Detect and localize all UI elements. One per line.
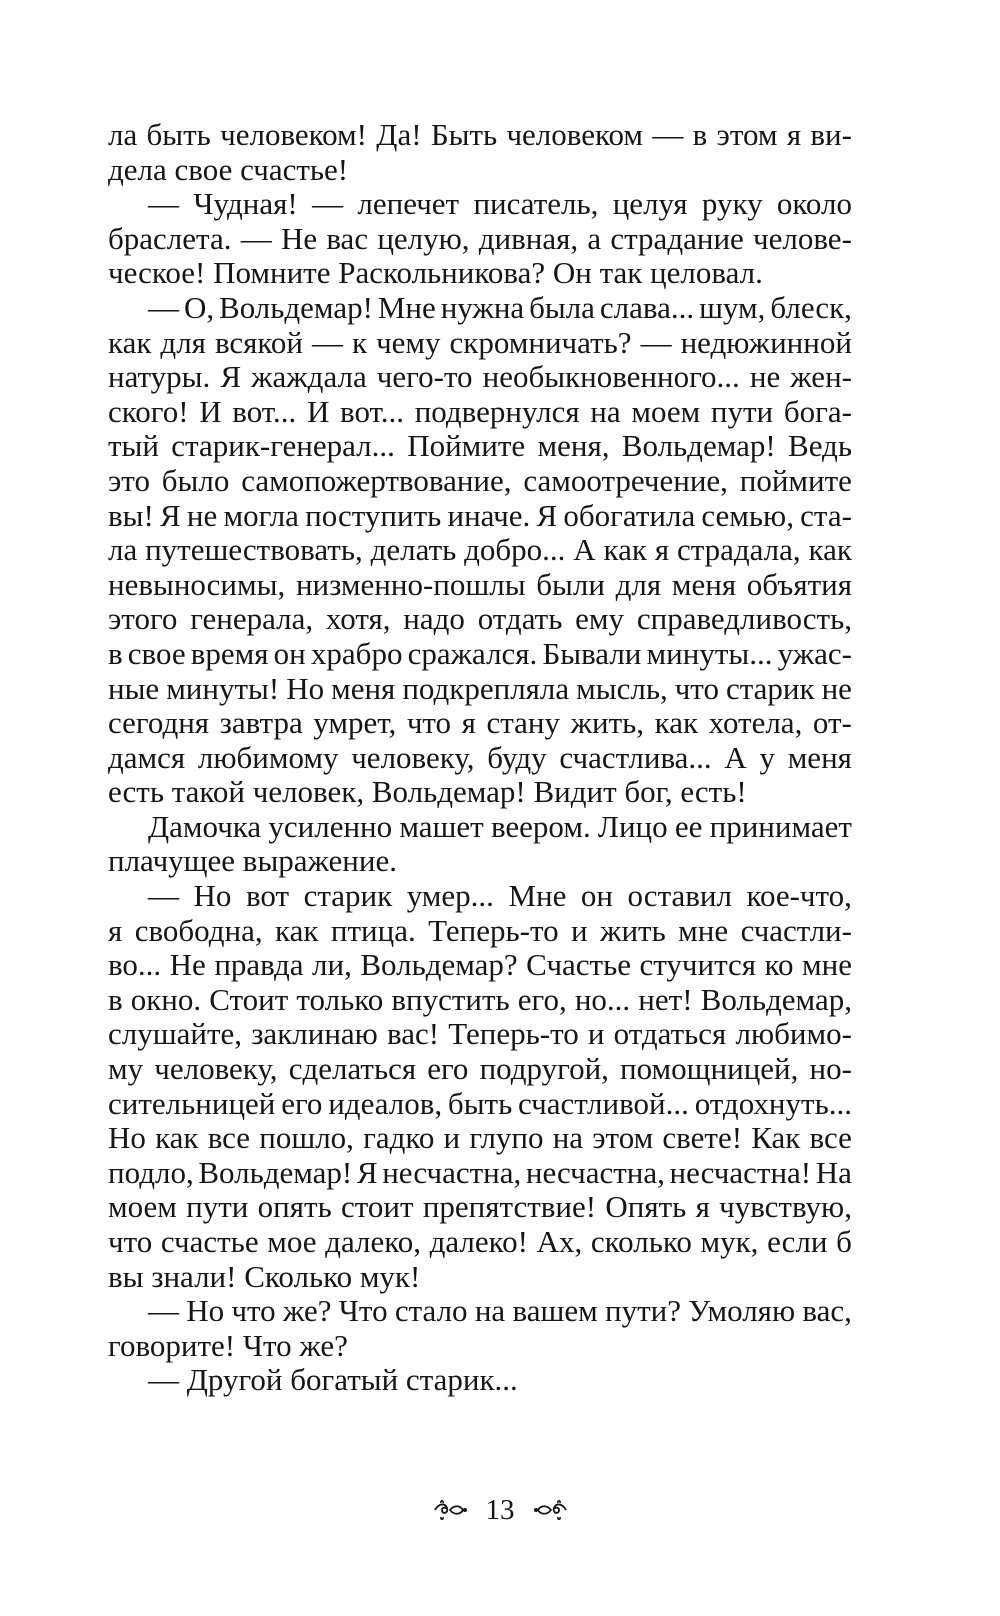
text-line: тый старик-генерал... Поймите меня, Вольдемар! Ведь bbox=[108, 428, 852, 464]
text-line: сительницей его идеалов, быть счастливой... отдохнуть... bbox=[108, 1085, 852, 1121]
text-line: Но как все пошло, гадко и глупо на этом свете! Как все bbox=[108, 1120, 852, 1156]
text-line: есть такой человек, Вольдемар! Видит бог, есть! bbox=[108, 774, 747, 810]
text-line: — Чудная! — лепечет писатель, целуя руку около bbox=[148, 186, 852, 222]
text-line: — Но что же? Что стало на вашем пути? Умоляю вас, bbox=[148, 1293, 852, 1329]
text-line: сегодня завтра умрет, что я стану жить, как хотела, от- bbox=[108, 705, 852, 741]
text-line: ла быть человеком! Да! Быть человеком — в этом я ви- bbox=[108, 117, 852, 152]
text-line: в свое время он храбро сражался. Бывали минуты... ужас- bbox=[108, 635, 852, 671]
text-line: — О, Вольдемар! Мне нужна была слава... шум, блеск, bbox=[148, 289, 852, 325]
text-line: браслета. — Не вас целую, дивная, а страдание челове- bbox=[108, 220, 852, 256]
body-text bbox=[108, 118, 852, 1398]
page-number: 13 bbox=[485, 1494, 515, 1526]
text-line: дела свое счастье! bbox=[108, 151, 349, 187]
text-line: как для всякой — к чему скромничать? — недюжинной bbox=[108, 324, 852, 360]
text-line: му человеку, сделаться его подругой, помощницей, но- bbox=[108, 1051, 852, 1087]
text-line: этого генерала, хотя, надо отдать ему справедливость, bbox=[108, 601, 852, 637]
text-line: плачущее выражение. bbox=[108, 843, 397, 879]
text-line: ческое! Помните Раскольникова? Он так целовал. bbox=[108, 255, 763, 291]
right-ornament-icon bbox=[533, 1499, 569, 1521]
text-line: невыносимы, низменно-пошлы были для меня объятия bbox=[108, 566, 852, 602]
text-line: слушайте, заклинаю вас! Теперь-то и отдаться любимо- bbox=[108, 1016, 852, 1052]
text-line: ского! И вот... И вот... подвернулся на моем пути бога- bbox=[108, 393, 852, 429]
text-line: — Но вот старик умер... Мне он оставил кое-что, bbox=[148, 878, 852, 914]
text-line: вы знали! Сколько мук! bbox=[108, 1258, 421, 1294]
page-footer bbox=[0, 1488, 1000, 1532]
text-line: я свободна, как птица. Теперь-то и жить мне счастли- bbox=[108, 912, 852, 948]
text-line: это было самопожертвование, самоотречение, поймите bbox=[108, 462, 852, 498]
text-line: ла путешествовать, делать добро... А как я страдала, как bbox=[108, 532, 852, 568]
text-line: ные минуты! Но меня подкрепляла мысль, что старик не bbox=[108, 670, 852, 706]
left-ornament-icon bbox=[432, 1499, 468, 1521]
text-line: — Другой богатый старик... bbox=[148, 1362, 518, 1398]
text-line: подло, Вольдемар! Я несчастна, несчастна, несчастна! На bbox=[108, 1154, 852, 1190]
text-line: в окно. Стоит только впустить его, но... нет! Вольдемар, bbox=[108, 981, 852, 1017]
text-line: дамся любимому человеку, буду счастлива... А у меня bbox=[108, 739, 852, 775]
text-line: Дамочка усиленно машет веером. Лицо ее принимает bbox=[148, 808, 852, 844]
text-line: вы! Я не могла поступить иначе. Я обогатила семью, ста- bbox=[108, 497, 852, 533]
text-line: говорите! Что же? bbox=[108, 1327, 348, 1363]
text-line: натуры. Я жаждала чего-то необыкновенного... не жен- bbox=[108, 359, 852, 395]
text-line: что счастье мое далеко, далеко! Ах, сколько мук, если б bbox=[108, 1224, 852, 1259]
text-line: во... Не правда ли, Вольдемар? Счастье стучится ко мне bbox=[108, 947, 852, 983]
text-line: моем пути опять стоит препятствие! Опять я чувствую, bbox=[108, 1189, 852, 1225]
